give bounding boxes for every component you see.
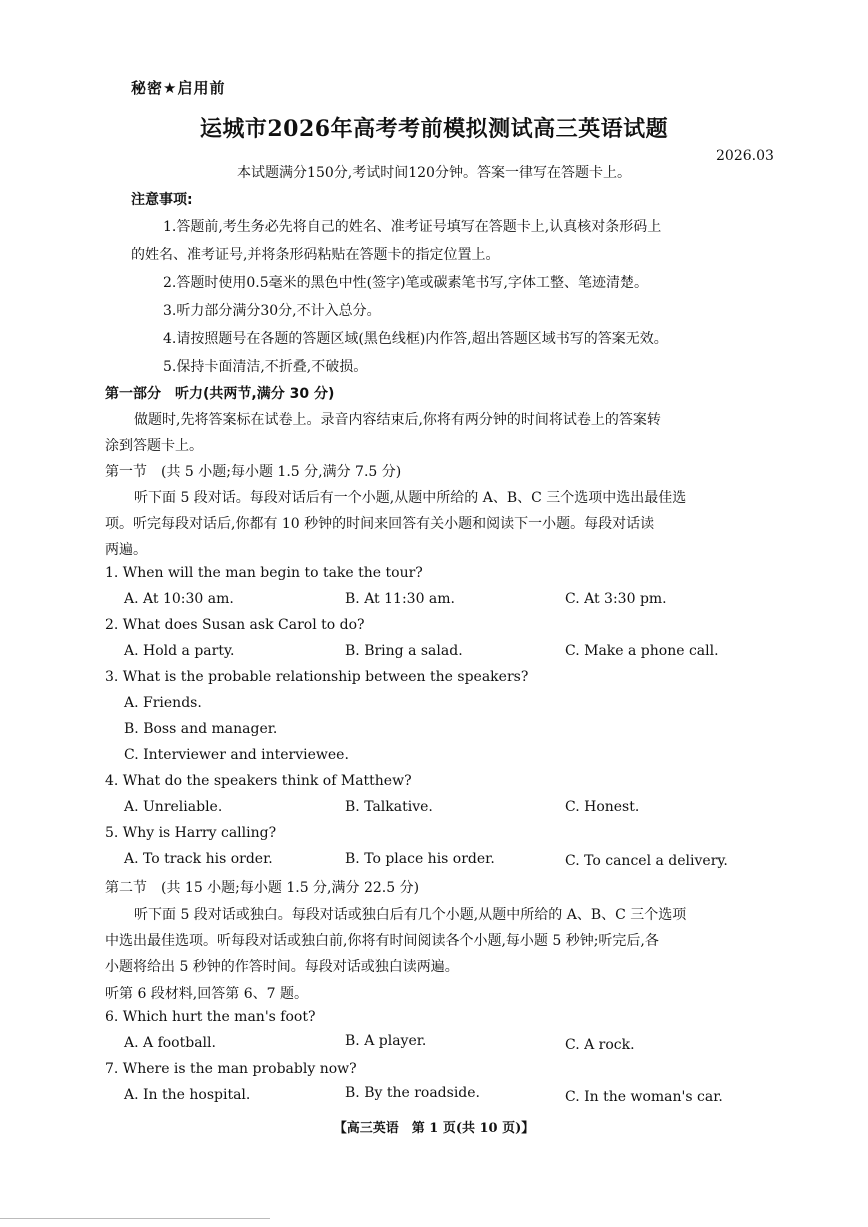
- part1-intro-line1: 做题时,先将答案标在试卷上。录音内容结束后,你将有两分钟的时间将试卷上的答案转: [134, 412, 661, 428]
- question-1: 1. When will the man begin to take the tour?: [105, 565, 423, 581]
- q1-option-b: B. At 11:30 am.: [345, 591, 455, 607]
- q5-option-a: A. To track his order.: [124, 851, 273, 867]
- q2-option-b: B. Bring a salad.: [345, 643, 463, 659]
- section2-material: 听第 6 段材料,回答第 6、7 题。: [105, 986, 308, 1002]
- q7-option-c: C. In the woman's car.: [565, 1089, 723, 1105]
- question-7: 7. Where is the man probably now?: [105, 1061, 357, 1077]
- confidential-label: 秘密★启用前: [131, 79, 226, 97]
- page-footer: 【高三英语 第 1 页(共 10 页)】: [333, 1121, 535, 1136]
- q3-option-a: A. Friends.: [124, 695, 202, 711]
- exam-date: 2026.03: [716, 148, 774, 164]
- q2-option-a: A. Hold a party.: [124, 643, 235, 659]
- question-6: 6. Which hurt the man's foot?: [105, 1009, 316, 1025]
- q1-option-a: A. At 10:30 am.: [124, 591, 234, 607]
- section1-intro-line1: 听下面 5 段对话。每段对话后有一个小题,从题中所给的 A、B、C 三个选项中选出最佳选: [134, 490, 687, 506]
- q4-option-b: B. Talkative.: [345, 799, 433, 815]
- question-4: 4. What do the speakers think of Matthew?: [105, 773, 412, 789]
- question-2: 2. What does Susan ask Carol to do?: [105, 617, 365, 633]
- section2-intro-line3: 小题将给出 5 秒钟的作答时间。每段对话或独白读两遍。: [105, 959, 459, 975]
- section1-intro-line2: 项。听完每段对话后,你都有 10 秒钟的时间来回答有关小题和阅读下一小题。每段对话读: [105, 516, 655, 532]
- page-title: 运城市2026年高考考前模拟测试高三英语试题: [199, 116, 669, 142]
- exam-subtitle: 本试题满分150分,考试时间120分钟。答案一律写在答题卡上。: [237, 165, 631, 181]
- notice-item-3: 3.听力部分满分30分,不计入总分。: [163, 303, 381, 319]
- q7-option-b: B. By the roadside.: [345, 1085, 481, 1101]
- question-5: 5. Why is Harry calling?: [105, 825, 277, 841]
- q4-option-c: C. Honest.: [565, 799, 640, 815]
- q6-option-b: B. A player.: [345, 1033, 427, 1049]
- q6-option-a: A. A football.: [124, 1035, 216, 1051]
- q7-option-a: A. In the hospital.: [124, 1087, 251, 1103]
- q3-option-c: C. Interviewer and interviewee.: [124, 747, 349, 763]
- part1-heading: 第一部分 听力(共两节,满分 30 分): [105, 386, 335, 402]
- part1-intro-line2: 涂到答题卡上。: [105, 438, 203, 454]
- section2-heading: 第二节 (共 15 小题;每小题 1.5 分,满分 22.5 分): [105, 880, 420, 896]
- q5-option-c: C. To cancel a delivery.: [565, 853, 728, 869]
- bottom-divider: [0, 1218, 270, 1219]
- q5-option-b: B. To place his order.: [345, 851, 495, 867]
- notice-item-2: 2.答题时使用0.5毫米的黑色中性(签字)笔或碳素笔书写,字体工整、笔迹清楚。: [163, 275, 648, 291]
- notice-heading: 注意事项:: [131, 192, 193, 208]
- q6-option-c: C. A rock.: [565, 1037, 635, 1053]
- q4-option-a: A. Unreliable.: [124, 799, 223, 815]
- section2-intro-line2: 中选出最佳选项。听每段对话或独白前,你将有时间阅读各个小题,每小题 5 秒钟;听完后,各: [105, 933, 659, 949]
- q3-option-b: B. Boss and manager.: [124, 721, 278, 737]
- notice-item-5: 5.保持卡面清洁,不折叠,不破损。: [163, 359, 368, 375]
- notice-item-1-cont: 的姓名、准考证号,并将条形码粘贴在答题卡的指定位置上。: [131, 247, 500, 263]
- notice-item-4: 4.请按照题号在各题的答题区域(黑色线框)内作答,超出答题区域书写的答案无效。: [163, 331, 668, 347]
- section1-intro-line3: 两遍。: [105, 542, 147, 558]
- notice-item-1: 1.答题前,考生务必先将自己的姓名、准考证号填写在答题卡上,认真核对条形码上: [163, 219, 662, 235]
- q2-option-c: C. Make a phone call.: [565, 643, 719, 659]
- section1-heading: 第一节 (共 5 小题;每小题 1.5 分,满分 7.5 分): [105, 464, 402, 480]
- section2-intro-line1: 听下面 5 段对话或独白。每段对话或独白后有几个小题,从题中所给的 A、B、C 三个选项: [134, 907, 687, 923]
- q1-option-c: C. At 3:30 pm.: [565, 591, 667, 607]
- question-3: 3. What is the probable relationship between the speakers?: [105, 669, 529, 685]
